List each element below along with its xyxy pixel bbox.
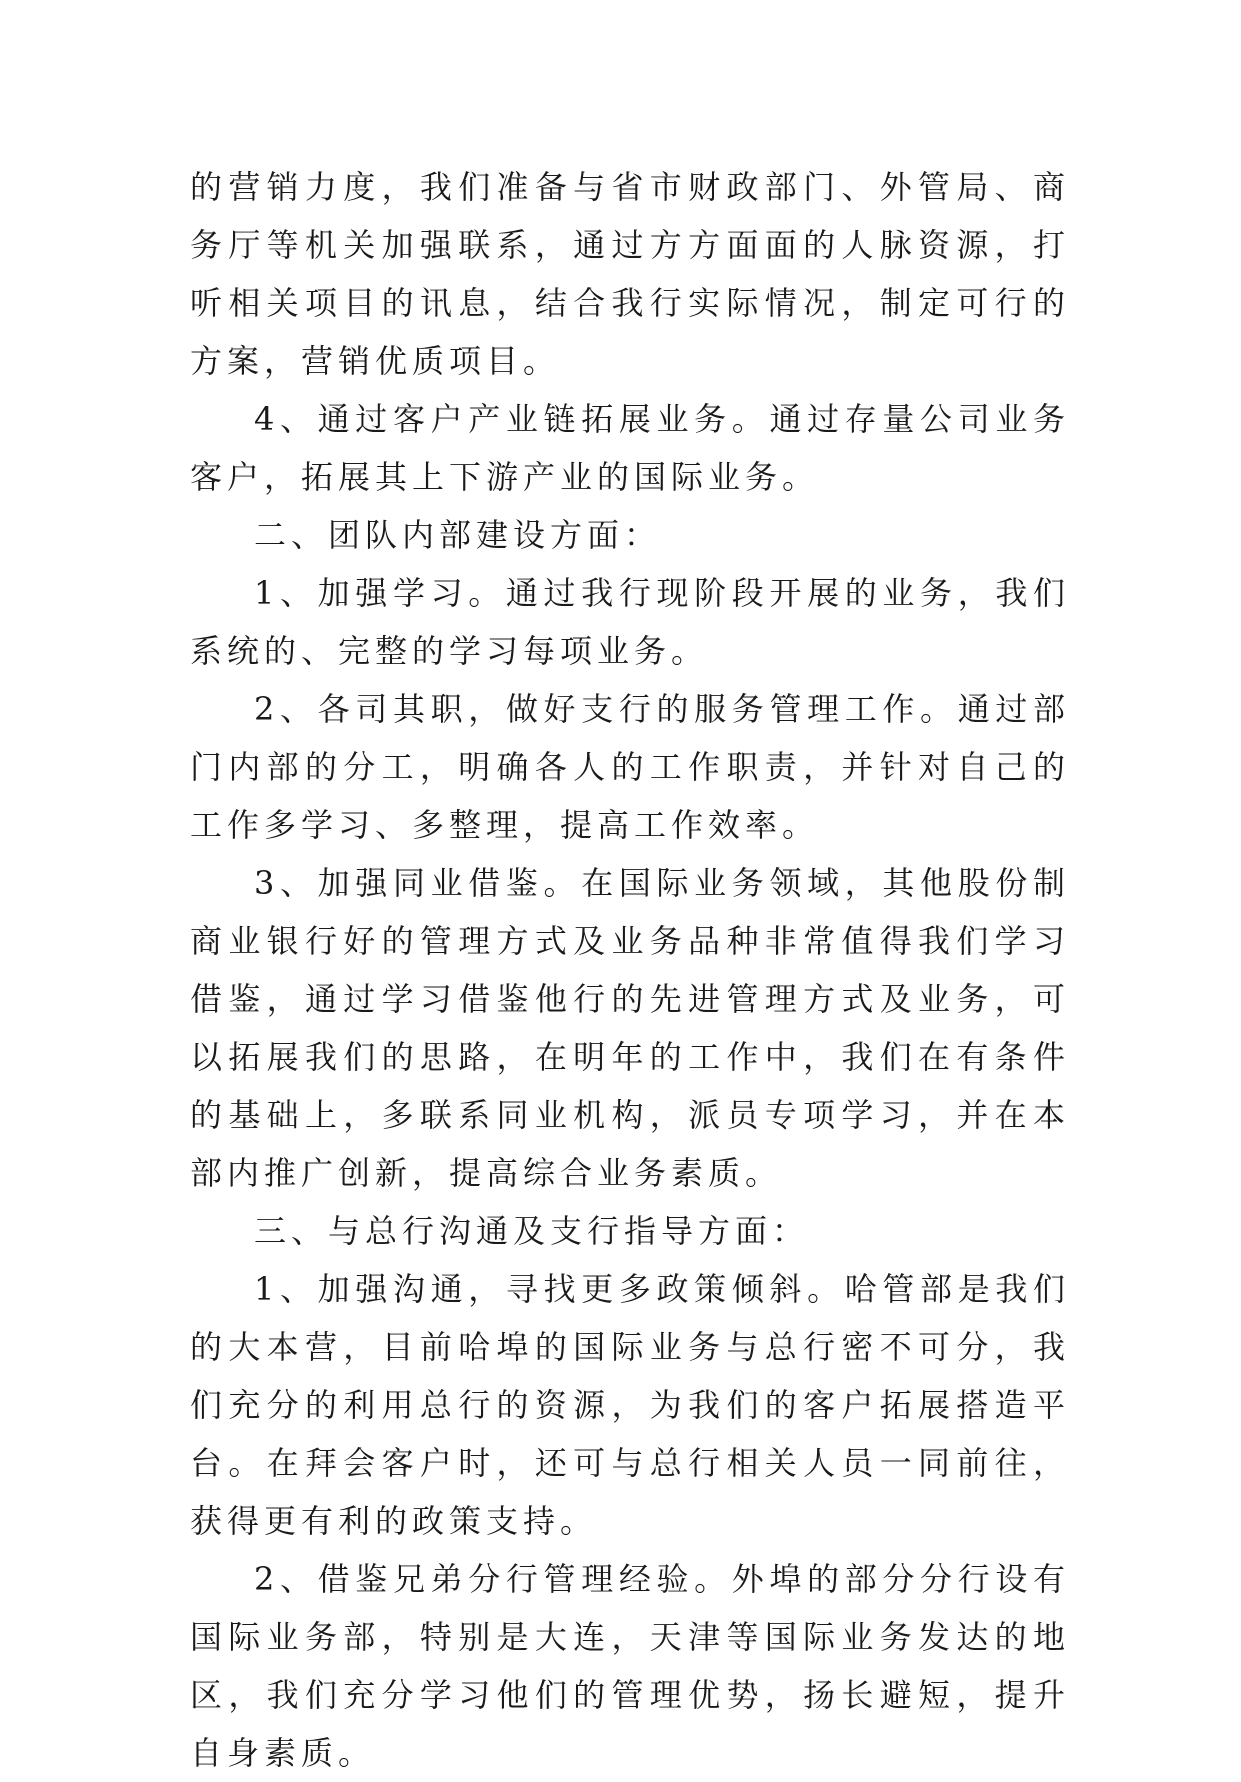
paragraph-item-1-communication: 1、加强沟通，寻找更多政策倾斜。哈管部是我们的大本营，目前哈埠的国际业务与总行密不可分，我们充分的利用总行的资源，为我们的客户拓展搭造平台。在拜会客户时，还可与总行相关人员一同前往，获得更有利的政策支持。	[190, 1270, 1070, 1540]
section-heading-head-office: 三、与总行沟通及支行指导方面：	[254, 1212, 810, 1250]
paragraph-item-2-branch-experience: 2、借鉴兄弟分行管理经验。外埠的部分分行设有国际业务部，特别是大连，天津等国际业务发达的地区，我们充分学习他们的管理优势，扬长避短，提升自身素质。	[190, 1560, 1070, 1772]
paragraph-item-2-duties: 2、各司其职，做好支行的服务管理工作。通过部门内部的分工，明确各人的工作职责，并针对自己的工作多学习、多整理，提高工作效率。	[190, 690, 1070, 844]
paragraph-continuation: 的营销力度，我们准备与省市财政部门、外管局、商务厅等机关加强联系，通过方方面面的人脉资源，打听相关项目的讯息，结合我行实际情况，制定可行的方案，营销优质项目。	[190, 168, 1070, 380]
document-body	[190, 158, 1070, 1782]
section-heading-team-building: 二、团队内部建设方面：	[254, 516, 662, 554]
paragraph-item-4: 4、通过客户产业链拓展业务。通过存量公司业务客户，拓展其上下游产业的国际业务。	[190, 400, 1070, 496]
paragraph-item-1-learning: 1、加强学习。通过我行现阶段开展的业务，我们系统的、完整的学习每项业务。	[190, 574, 1070, 670]
paragraph-item-3-peer-learning: 3、加强同业借鉴。在国际业务领域，其他股份制商业银行好的管理方式及业务品种非常值得我们学习借鉴，通过学习借鉴他行的先进管理方式及业务，可以拓展我们的思路，在明年的工作中，我们在有条件的基础上，多联系同业机构，派员专项学习，并在本部内推广创新，提高综合业务素质。	[190, 864, 1070, 1192]
